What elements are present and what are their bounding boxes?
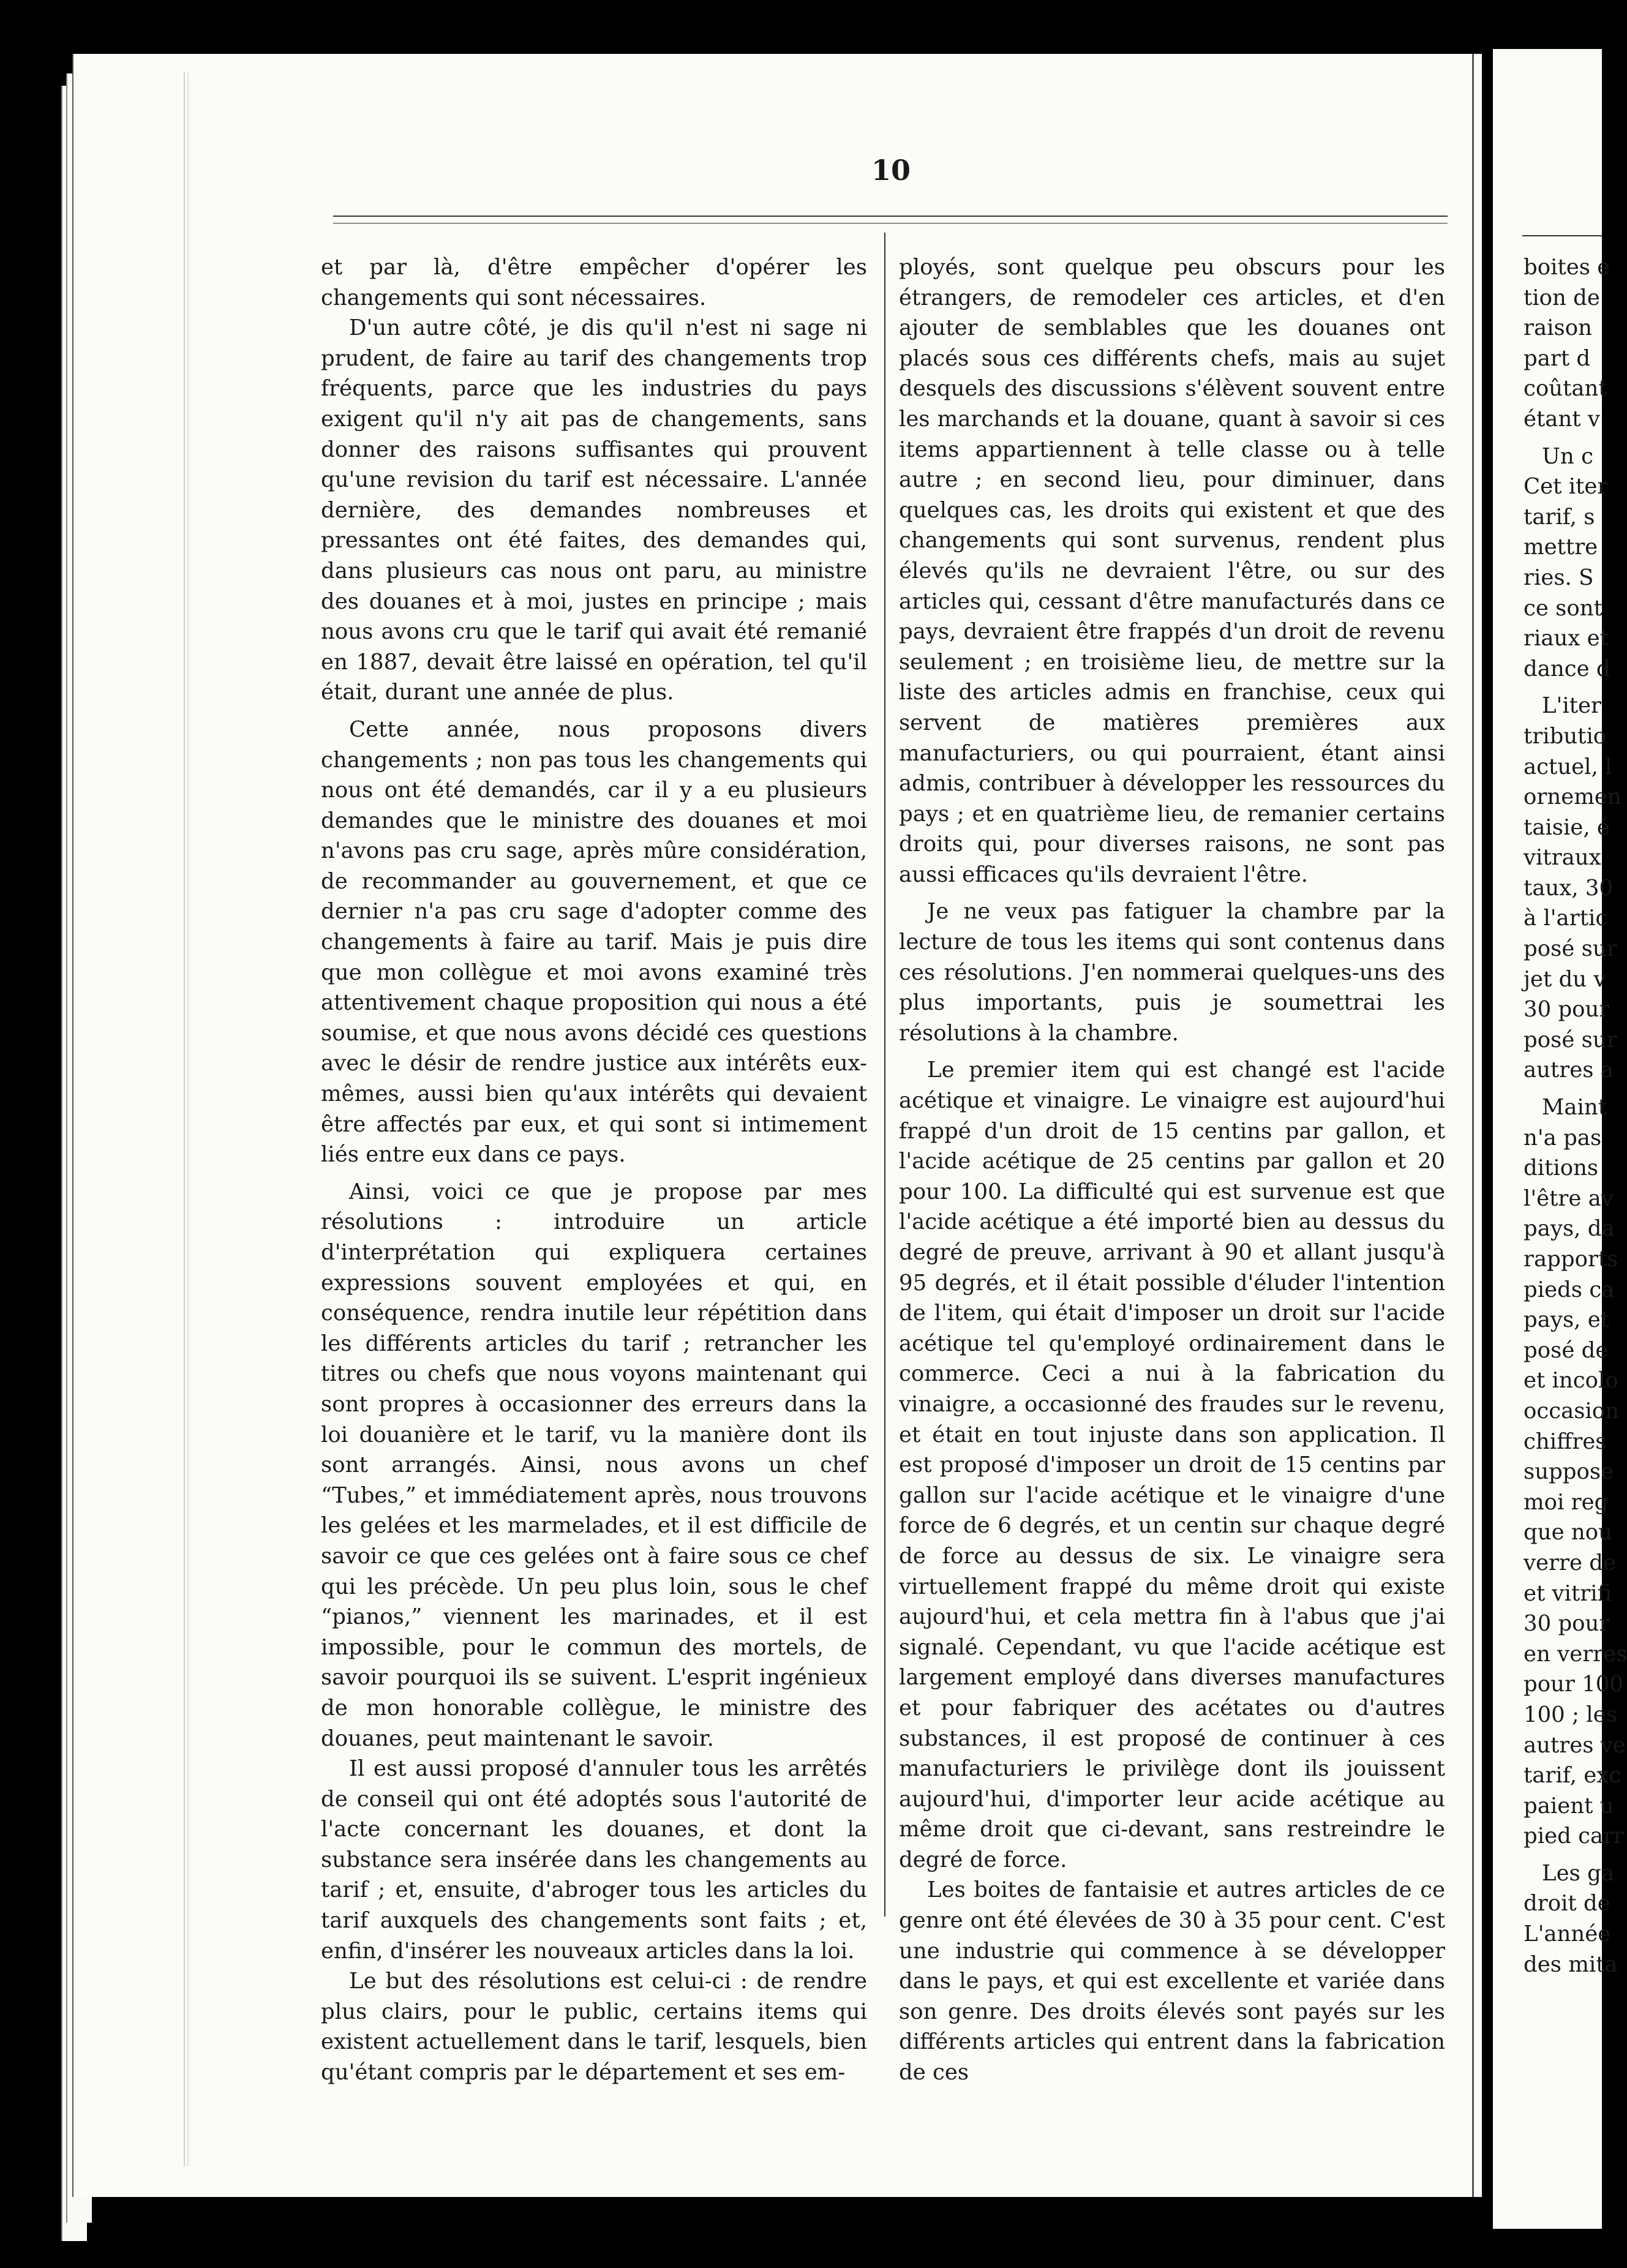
text-line-fragment: coûtant — [1524, 376, 1607, 402]
text-line-fragment: paient u — [1524, 1793, 1614, 1819]
paragraph: Il est aussi proposé d'annuler tous les arrêtés de conseil qui ont été adoptés sous l'autorité de l'acte concernant les douanes, et dont la substance sera insérée dans les changements au tarif ; et, ensuite, d'abroger tous les articles du tarif auxquels des changements sont faits ; et, enfin, d'insérer les nouveaux articles dans la loi. — [321, 1756, 867, 1964]
text-line-fragment: autres a — [1524, 1057, 1614, 1083]
text-line-fragment: posé sur — [1524, 936, 1617, 962]
text-line-fragment: ce sont — [1524, 595, 1603, 621]
text-line-fragment: L'iter — [1542, 693, 1601, 719]
text-line-fragment: droit de — [1524, 1891, 1610, 1917]
text-line-fragment: et vitrifi — [1524, 1580, 1612, 1606]
text-line-fragment: occasion — [1524, 1398, 1620, 1424]
text-line-fragment: autres ve — [1524, 1732, 1626, 1758]
text-line-fragment: taisie, é — [1524, 814, 1610, 840]
paragraph: Le premier item qui est changé est l'acide acétique et vinaigre. Le vinaigre est aujourd'hui frappé d'un droit de 15 centins par gallon, et l'acide acétique de 25 centins par gallon et 20 pour 100. La difficulté qui est survenue est que l'acide acétique a été importé bien au dessus du degré de preuve, arrivant à 90 et allant jusqu'à 95 degrés, et il était possible d'éluder l'intention de l'item, qui était d'imposer un droit sur l'acide acétique tel qu'employé ordinairement dans le commerce. Ceci a nui à la fabrication du vinaigre, a occasionné des fraudes sur le revenu, et était en tout injuste dans son application. Il est proposé d'imposer un droit de 15 centins par gallon sur l'acide acétique et le vinaigre d'une force de 6 degrés, et un centin sur chaque degré de force au dessus de six. Le vinaigre sera virtuellement frappé du même droit qui existe aujourd'hui, et cela mettra fin à l'abus que j'ai signalé. Cependant, vu que l'acide acétique est largement employé dans diverses manufactures et pour fabriquer des acétates ou d'autres substances, il est proposé de continuer à ces manufacturiers le privilège dont ils jouissent aujourd'hui, d'importer leur acide acétique au même droit que ci-devant, sans restreindre le degré de force. — [899, 1057, 1445, 1872]
text-line-fragment: raison — [1524, 315, 1592, 341]
text-line-fragment: posé de — [1524, 1337, 1609, 1363]
text-line-fragment: pieds ca — [1524, 1277, 1615, 1302]
header-rule-next-page — [1522, 235, 1602, 236]
text-line-fragment: Un c — [1542, 443, 1593, 469]
gutter-edge — [1472, 54, 1474, 2197]
text-line-fragment: moi reg — [1524, 1489, 1609, 1515]
page-inner-edge — [187, 72, 189, 2166]
header-rule — [333, 216, 1448, 217]
text-line-fragment: pied carr — [1524, 1823, 1625, 1849]
text-line-fragment: 30 pour — [1524, 997, 1610, 1023]
text-line-fragment: ditions — [1524, 1155, 1599, 1181]
page-number: 10 — [871, 154, 911, 187]
paragraph: ployés, sont quelque peu obscurs pour les étrangers, de remodeler ces articles, et d'en ajouter de semblables que les douanes ont placés sous ces différents chefs, mais au sujet desquels des discussions s'élèvent souvent entre les marchands et la douane, quant à savoir si ces items appartiennent à telle classe ou à telle autre ; en second lieu, pour diminuer, dans quelques cas, les droits qui existent et que des changements qui sont survenus, rendent plus élevés qu'ils ne devraient l'être, ou sur des articles qui, cessant d'être manufacturés dans ce pays, devraient être frappés d'un droit de revenu seulement ; en troisième lieu, de mettre sur la liste des articles admis en franchise, ceux qui servent de matières premières aux manufacturiers, ou qui pourraient, étant ainsi admis, contribuer à développer les ressources du pays ; et en quatrième lieu, de remanier certains droits qui, pour diverses raisons, ne sont pas aussi efficaces qu'ils devraient l'être. — [899, 255, 1445, 887]
text-line-fragment: pays, et — [1524, 1307, 1610, 1333]
text-line-fragment: pays, da — [1524, 1216, 1615, 1242]
paragraph: Les boites de fantaisie et autres articles de ce genre ont été élevées de 30 à 35 pour cent. C'est une industrie qui commence à se développer dans le pays, et qui est excellente et variée dans son genre. Des droits élevés sont payés sur les différents articles qui entrent dans la fabrication de ces — [899, 1877, 1445, 2086]
text-line-fragment: des mita — [1524, 1951, 1618, 1977]
paragraph: Le but des résolutions est celui-ci : de rendre plus clairs, pour le public, certains items qui existent actuellement dans le tarif, lesquels, bien qu'étant compris par le département et ses em- — [321, 1969, 867, 2086]
paragraph: Cette année, nous proposons divers changements ; non pas tous les changements qui nous ont été demandés, car il y a eu plusieurs demandes que le ministre des douanes et moi n'avons pas cru sage, après mûre considération, de recommander au gouvernement, et que ce dernier n'a pas cru sage d'adopter comme des changements à faire au tarif. Mais je puis dire que mon collègue et moi avons examiné très attentivement chaque proposition qui nous a été soumise, et que nous avons décidé ces questions avec le désir de rendre justice aux intérêts eux-mêmes, aussi bien qu'aux intérêts qui devaient être affectés par eux, et qui sont si intimement liés entre eux dans ce pays. — [321, 716, 867, 1168]
text-line-fragment: Maint — [1542, 1095, 1607, 1121]
text-line-fragment: chiffres — [1524, 1429, 1607, 1454]
paragraph: Je ne veux pas fatiguer la chambre par la lecture de tous les items qui sont contenus dans ces résolutions. J'en nommerai quelques-uns des plus importants, puis je soumettrai les résolutions à la chambre. — [899, 899, 1445, 1046]
text-line-fragment: que nou — [1524, 1520, 1612, 1545]
text-line-fragment: actuel, l — [1524, 754, 1612, 779]
text-line-fragment: rapports — [1524, 1247, 1618, 1272]
text-line-fragment: 100 ; les — [1524, 1702, 1617, 1727]
text-line-fragment: tarif, exc — [1524, 1763, 1621, 1789]
text-line-fragment: l'être av — [1524, 1185, 1614, 1211]
paragraph: et par là, d'être empêcher d'opérer les changements qui sont nécessaires. — [321, 255, 867, 310]
text-line-fragment: L'année — [1524, 1921, 1611, 1947]
text-line-fragment: riaux et — [1524, 626, 1609, 651]
text-line-fragment: à l'artic — [1524, 906, 1608, 931]
text-line-fragment: et incolo — [1524, 1368, 1618, 1394]
text-line-fragment: posé sur — [1524, 1027, 1617, 1053]
text-line-fragment: en verres — [1524, 1641, 1627, 1667]
text-line-fragment: mettre — [1524, 535, 1598, 560]
text-line-fragment: tion de — [1524, 285, 1600, 310]
text-column-left — [321, 252, 867, 2086]
text-column-middle — [899, 252, 1445, 2086]
text-line-fragment: taux, 30 — [1524, 875, 1614, 901]
text-line-fragment: 30 pour — [1524, 1611, 1610, 1637]
text-line-fragment: Cet iter — [1524, 474, 1608, 500]
text-line-fragment: vitraux — [1524, 845, 1601, 871]
text-line-fragment: tarif, s — [1524, 504, 1595, 530]
text-line-fragment: jet du v — [1524, 966, 1606, 992]
text-line-fragment: dance d — [1524, 656, 1610, 682]
text-line-fragment: verre de — [1524, 1550, 1617, 1575]
text-line-fragment: suppose — [1524, 1459, 1614, 1485]
paragraph: Ainsi, voici ce que je propose par mes résolutions : introduire un article d'interprétation qui expliquera certaines expressions souvent employées et qui, en conséquence, rendra inutile leur répétition dans les différents articles du tarif ; retrancher les titres ou chefs que nous voyons maintenant qui sont propres à occasionner des erreurs dans la loi douanière et le tarif, vu la manière dont ils sont arrangés. Ainsi, nous avons un chef “Tubes,” et immédiatement après, nous trouvons les gelées et les marmelades, et il est difficile de savoir ce que ces gelées ont à faire sous ce chef qui les précède. Un peu plus loin, sous le chef “pianos,” viennent les marinades, et il est impossible, pour le commun des mortels, de savoir pourquoi ils se suivent. L'esprit ingénieux de mon honorable collègue, le ministre des douanes, peut maintenant le savoir. — [321, 1179, 867, 1751]
text-line-fragment: tributio — [1524, 723, 1607, 749]
page-inner-edge — [184, 72, 185, 2166]
text-line-fragment: étant v — [1524, 406, 1600, 432]
column-divider — [884, 233, 885, 1917]
paragraph: D'un autre côté, je dis qu'il n'est ni sage ni prudent, de faire au tarif des changements trop fréquents, parce que les industries du pays exigent qu'il n'y ait pas de changements, sans donner des raisons suffisantes qui prouvent qu'une revision du tarif est nécessaire. L'année dernière, des demandes nombreuses et pressantes ont été faites, des demandes qui, dans plusieurs cas nous ont paru, au ministre des douanes et à moi, justes en principe ; mais nous avons cru que le tarif qui avait été remanié en 1887, devait être laissé en opération, tel qu'il était, durant une année de plus. — [321, 315, 867, 705]
text-line-fragment: ornemen — [1524, 784, 1621, 810]
text-column-next-page-fragment — [1524, 252, 1627, 1980]
text-line-fragment: boites e — [1524, 255, 1610, 280]
text-line-fragment: Les ga — [1542, 1860, 1614, 1886]
text-line-fragment: pour 100 — [1524, 1672, 1623, 1697]
text-line-fragment: n'a pas — [1524, 1125, 1602, 1151]
text-line-fragment: part d — [1524, 345, 1591, 371]
text-line-fragment: ries. S — [1524, 565, 1594, 590]
